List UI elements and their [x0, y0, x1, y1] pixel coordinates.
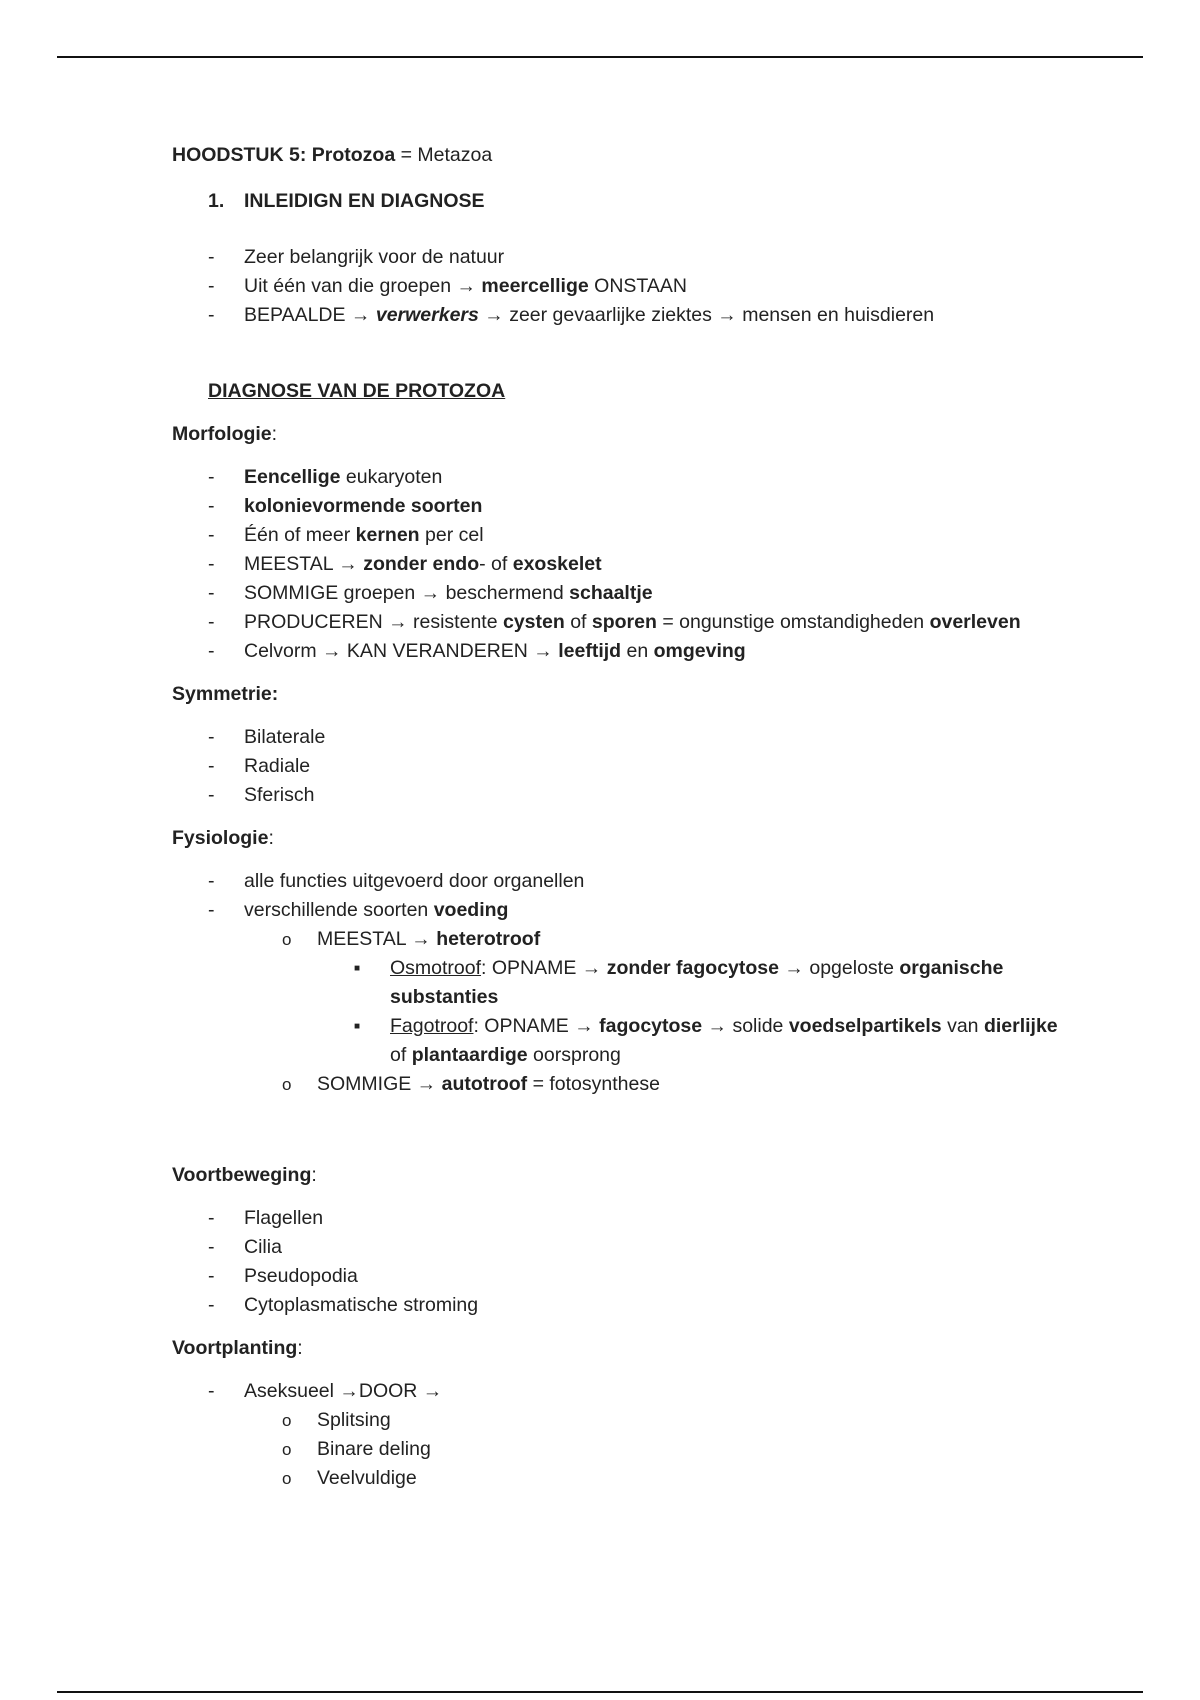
- symmetrie-list: [172, 723, 1072, 810]
- list-item: o Binare deling: [172, 1435, 1072, 1464]
- header-rule: [57, 56, 1143, 58]
- document-body: [172, 141, 1072, 1507]
- list-item: - Sferisch: [172, 781, 1072, 810]
- list-item: - Zeer belangrijk voor de natuur: [172, 243, 1072, 272]
- page-title: HOODSTUK 5: Protozoa = Metazoa: [172, 144, 493, 166]
- footer-rule: [57, 1691, 1143, 1693]
- list-item: - Eencellige eukaryoten: [172, 463, 1072, 492]
- list-item: - Celvorm → KAN VERANDEREN → leeftijd en omgeving: [172, 637, 1072, 666]
- symmetrie-label: Symmetrie:: [172, 683, 279, 705]
- list-item: - verschillende soorten voeding o MEESTAL → heterotroof ■ Osmotroof: OPNAME → zonder fagocytose → opgeloste organische substanties ■ Fagotroof: OPNAME → fagocytose → solide voedselpartikels van dierlijke of plantaardige oorsprong o SOMMIGE → autotroof = fotosynthese: [172, 896, 1072, 1099]
- list-item: o Veelvuldige: [172, 1464, 1072, 1493]
- morfologie-list: [172, 463, 1072, 666]
- list-item: - kolonievormende soorten: [172, 492, 1072, 521]
- list-item: - Één of meer kernen per cel: [172, 521, 1072, 550]
- fysiologie-label: Fysiologie:: [172, 827, 274, 849]
- list-item: - alle functies uitgevoerd door organellen: [172, 867, 1072, 896]
- list-item: - Aseksueel →DOOR → o Splitsing o Binare deling o Veelvuldige: [172, 1377, 1072, 1493]
- list-item: - Radiale: [172, 752, 1072, 781]
- voortbeweging-label: Voortbeweging:: [172, 1164, 317, 1186]
- section-heading: 1. INLEIDIGN EN DIAGNOSE: [208, 190, 485, 212]
- diagnose-heading: DIAGNOSE VAN DE PROTOZOA: [208, 380, 506, 402]
- list-item: - Cytoplasmatische stroming: [172, 1291, 1072, 1320]
- heterotroof-sublist: [317, 954, 1072, 1070]
- list-item: o MEESTAL → heterotroof ■ Osmotroof: OPNAME → zonder fagocytose → opgeloste organische substanties ■ Fagotroof: OPNAME → fagocytose → solide voedselpartikels van dierlijke of plantaardige oorsprong: [172, 925, 1072, 1070]
- list-item: - MEESTAL → zonder endo- of exoskelet: [172, 550, 1072, 579]
- list-item: - Pseudopodia: [172, 1262, 1072, 1291]
- list-item: ■ Osmotroof: OPNAME → zonder fagocytose → opgeloste organische substanties: [172, 954, 1072, 1012]
- intro-list: [172, 243, 1072, 330]
- list-item: - Flagellen: [172, 1204, 1072, 1233]
- list-item: ■ Fagotroof: OPNAME → fagocytose → solide voedselpartikels van dierlijke of plantaardige oorsprong: [172, 1012, 1072, 1070]
- list-item: - BEPAALDE → verwerkers → zeer gevaarlijke ziektes → mensen en huisdieren: [172, 301, 1072, 330]
- list-item: o Splitsing: [172, 1406, 1072, 1435]
- morfologie-label: Morfologie:: [172, 423, 278, 445]
- list-item: - Cilia: [172, 1233, 1072, 1262]
- voortplanting-label: Voortplanting:: [172, 1337, 303, 1359]
- fysiologie-list: [172, 867, 1072, 1099]
- list-item: - PRODUCEREN → resistente cysten of sporen = ongunstige omstandigheden overleven: [172, 608, 1072, 637]
- voortbeweging-list: [172, 1204, 1072, 1320]
- aseksueel-sublist: [244, 1406, 1072, 1493]
- voortplanting-list: [172, 1377, 1072, 1493]
- list-item: - Bilaterale: [172, 723, 1072, 752]
- list-item: - SOMMIGE groepen → beschermend schaaltje: [172, 579, 1072, 608]
- list-item: o SOMMIGE → autotroof = fotosynthese: [172, 1070, 1072, 1099]
- voeding-sublist: [244, 925, 1072, 1099]
- list-item: - Uit één van die groepen → meercellige ONSTAAN: [172, 272, 1072, 301]
